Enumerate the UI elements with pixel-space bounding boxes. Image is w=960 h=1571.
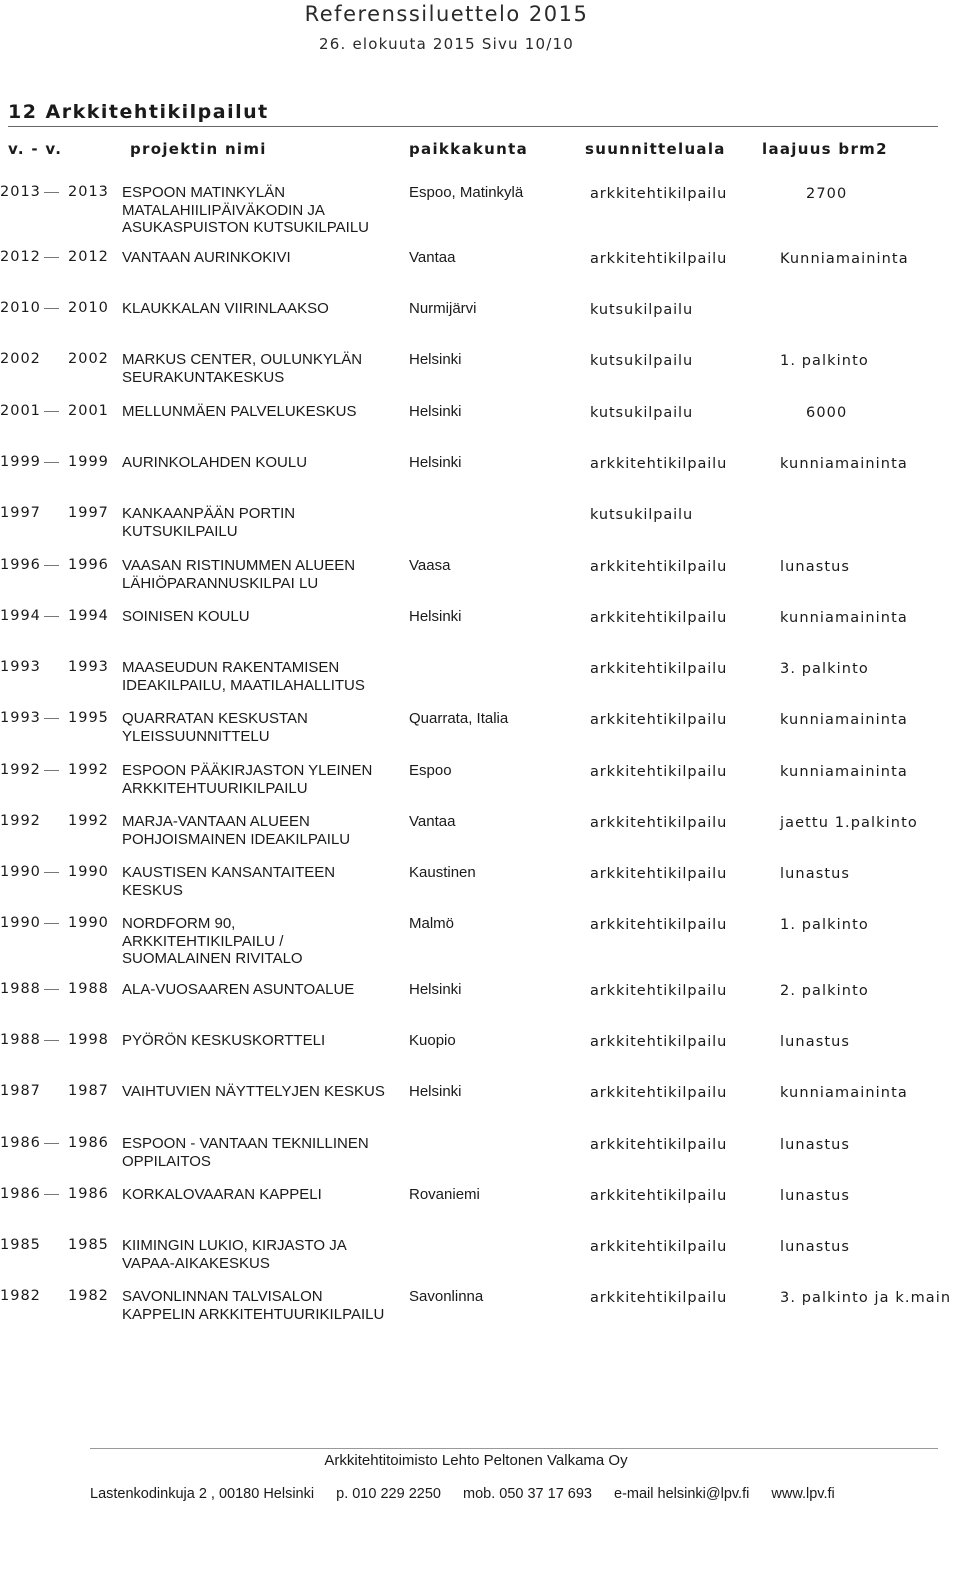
start-year: 1997 (0, 505, 41, 521)
footer-divider (90, 1448, 938, 1449)
project-name: KIIMINGIN LUKIO, KIRJASTO JA VAPAA-AIKAKESKUS (122, 1237, 347, 1272)
start-year: 1993 (0, 710, 41, 726)
design-field: arkkitehtikilpailu (590, 186, 728, 202)
end-year: 1985 (68, 1237, 109, 1253)
end-year: 2012 (68, 249, 109, 265)
project-location: Kaustinen (409, 864, 476, 881)
size-or-award: Kunniamaininta (780, 251, 909, 267)
design-field: arkkitehtikilpailu (590, 1239, 728, 1255)
size-or-award: lunastus (780, 1239, 851, 1255)
design-field: kutsukilpailu (590, 507, 694, 523)
start-year: 1990 (0, 915, 41, 931)
project-location: Savonlinna (409, 1288, 484, 1305)
footer-company-name: Arkkitehtitoimisto Lehto Peltonen Valkama Oy (324, 1452, 628, 1469)
project-location: Helsinki (409, 454, 462, 471)
project-location: Espoo (409, 762, 452, 779)
size-or-award: lunastus (780, 1188, 851, 1204)
start-year: 1992 (0, 813, 41, 829)
design-field: arkkitehtikilpailu (590, 1188, 728, 1204)
project-name: KAUSTISEN KANSANTAITEEN KESKUS (122, 864, 336, 899)
project-location: Malmö (409, 915, 455, 932)
size-or-award: 3. palkinto (780, 661, 869, 677)
design-field: arkkitehtikilpailu (590, 456, 728, 472)
year-range-dash (44, 308, 59, 309)
start-year: 1990 (0, 864, 41, 880)
end-year: 2010 (68, 300, 109, 316)
design-field: kutsukilpailu (590, 353, 694, 369)
design-field: arkkitehtikilpailu (590, 1290, 728, 1306)
end-year: 1987 (68, 1083, 109, 1099)
year-range-dash (44, 411, 59, 412)
project-name: KANKAANPÄÄN PORTIN KUTSUKILPAILU (122, 505, 296, 540)
design-field: arkkitehtikilpailu (590, 1137, 728, 1153)
end-year: 1992 (68, 813, 109, 829)
project-name: VAIHTUVIEN NÄYTTELYJEN KESKUS (122, 1083, 385, 1100)
column-header-place: paikkakunta (409, 140, 528, 158)
size-or-award: kunniamaininta (780, 1085, 908, 1101)
project-name: SAVONLINNAN TALVISALON KAPPELIN ARKKITEHTUURIKILPAILU (122, 1288, 385, 1323)
end-year: 1998 (68, 1032, 109, 1048)
document-date-page: 26. elokuuta 2015 Sivu 10/10 (319, 35, 574, 53)
project-name: ESPOON PÄÄKIRJASTON YLEINEN ARKKITEHTUURIKILPAILU (122, 762, 373, 797)
project-location: Rovaniemi (409, 1186, 480, 1203)
year-range-dash (44, 616, 59, 617)
start-year: 1988 (0, 1032, 41, 1048)
year-range-dash (44, 872, 59, 873)
project-name: KORKALOVAARAN KAPPELI (122, 1186, 322, 1203)
project-name: SOINISEN KOULU (122, 608, 250, 625)
project-location: Helsinki (409, 981, 462, 998)
year-range-dash (44, 718, 59, 719)
size-or-award: kunniamaininta (780, 764, 908, 780)
project-name: NORDFORM 90, ARKKITEHTIKILPAILU / SUOMALAINEN RIVITALO (122, 915, 303, 967)
year-range-dash (44, 1040, 59, 1041)
size-or-award: 2. palkinto (780, 983, 869, 999)
end-year: 1995 (68, 710, 109, 726)
project-location: Helsinki (409, 351, 462, 368)
start-year: 1982 (0, 1288, 41, 1304)
design-field: kutsukilpailu (590, 405, 694, 421)
project-name: VANTAAN AURINKOKIVI (122, 249, 291, 266)
end-year: 1996 (68, 557, 109, 573)
year-range-dash (44, 1143, 59, 1144)
year-range-dash (44, 923, 59, 924)
project-location: Helsinki (409, 403, 462, 420)
document-title: Referenssiluettelo 2015 (304, 2, 589, 26)
design-field: arkkitehtikilpailu (590, 917, 728, 933)
column-header-project: projektin nimi (130, 140, 267, 158)
project-name: MELLUNMÄEN PALVELUKESKUS (122, 403, 357, 420)
start-year: 1999 (0, 454, 41, 470)
start-year: 2001 (0, 403, 41, 419)
size-or-award: lunastus (780, 866, 851, 882)
end-year: 2013 (68, 184, 109, 200)
start-year: 1987 (0, 1083, 41, 1099)
design-field: arkkitehtikilpailu (590, 983, 728, 999)
design-field: arkkitehtikilpailu (590, 764, 728, 780)
end-year: 1988 (68, 981, 109, 997)
start-year: 1993 (0, 659, 41, 675)
project-name: ESPOON MATINKYLÄN MATALAHIILIPÄIVÄKODIN JA ASUKASPUISTON KUTSUKILPAILU (122, 184, 370, 236)
end-year: 1986 (68, 1186, 109, 1202)
size-or-award: 3. palkinto ja k.main (780, 1290, 952, 1306)
start-year: 2002 (0, 351, 41, 367)
end-year: 1990 (68, 864, 109, 880)
footer-mobile: mob. 050 37 17 693 (462, 1486, 592, 1502)
column-header-field: suunnitteluala (585, 140, 726, 158)
project-name: PYÖRÖN KESKUSKORTTELI (122, 1032, 326, 1049)
project-name: MAASEUDUN RAKENTAMISEN IDEAKILPAILU, MAATILAHALLITUS (122, 659, 365, 694)
footer-email: e-mail helsinki@lpv.fi (614, 1486, 750, 1502)
project-name: QUARRATAN KESKUSTAN YLEISSUUNNITTELU (122, 710, 308, 745)
end-year: 1986 (68, 1135, 109, 1151)
year-range-dash (44, 565, 59, 566)
column-header-size: laajuus brm2 (762, 140, 888, 158)
footer-contact-line (90, 1486, 853, 1502)
project-name: VAASAN RISTINUMMEN ALUEEN LÄHIÖPARANNUSKILPAI LU (122, 557, 356, 592)
design-field: arkkitehtikilpailu (590, 1034, 728, 1050)
start-year: 1994 (0, 608, 41, 624)
section-title: 12 Arkkitehtikilpailut (8, 101, 269, 123)
size-or-award: lunastus (780, 1034, 851, 1050)
size-or-award: lunastus (780, 559, 851, 575)
design-field: arkkitehtikilpailu (590, 251, 728, 267)
size-or-award: 1. palkinto (780, 917, 869, 933)
project-location: Helsinki (409, 1083, 462, 1100)
project-location: Quarrata, Italia (409, 710, 509, 727)
project-location: Kuopio (409, 1032, 456, 1049)
project-location: Vantaa (409, 813, 456, 830)
start-year: 2010 (0, 300, 41, 316)
footer-phone: p. 010 229 2250 (336, 1486, 441, 1502)
size-or-award: 2700 (806, 186, 848, 202)
end-year: 1993 (68, 659, 109, 675)
size-or-award: kunniamaininta (780, 610, 908, 626)
year-range-dash (44, 770, 59, 771)
start-year: 1985 (0, 1237, 41, 1253)
size-or-award: lunastus (780, 1137, 851, 1153)
end-year: 1990 (68, 915, 109, 931)
project-name: MARKUS CENTER, OULUNKYLÄN SEURAKUNTAKESKUS (122, 351, 363, 386)
end-year: 1992 (68, 762, 109, 778)
end-year: 2001 (68, 403, 109, 419)
size-or-award: jaettu 1.palkinto (780, 815, 918, 831)
design-field: arkkitehtikilpailu (590, 559, 728, 575)
project-location: Nurmijärvi (409, 300, 477, 317)
footer-web: www.lpv.fi (771, 1486, 835, 1502)
design-field: arkkitehtikilpailu (590, 1085, 728, 1101)
project-name: AURINKOLAHDEN KOULU (122, 454, 308, 471)
start-year: 1996 (0, 557, 41, 573)
design-field: arkkitehtikilpailu (590, 661, 728, 677)
design-field: arkkitehtikilpailu (590, 712, 728, 728)
project-name: ESPOON - VANTAAN TEKNILLINEN OPPILAITOS (122, 1135, 369, 1170)
design-field: kutsukilpailu (590, 302, 694, 318)
start-year: 1986 (0, 1186, 41, 1202)
year-range-dash (44, 257, 59, 258)
end-year: 1999 (68, 454, 109, 470)
year-range-dash (44, 989, 59, 990)
design-field: arkkitehtikilpailu (590, 866, 728, 882)
start-year: 1988 (0, 981, 41, 997)
year-range-dash (44, 462, 59, 463)
end-year: 1994 (68, 608, 109, 624)
project-name: ALA-VUOSAAREN ASUNTOALUE (122, 981, 355, 998)
footer-address: Lastenkodinkuja 2 , 00180 Helsinki (90, 1486, 315, 1502)
project-location: Espoo, Matinkylä (409, 184, 524, 201)
size-or-award: kunniamaininta (780, 712, 908, 728)
design-field: arkkitehtikilpailu (590, 815, 728, 831)
project-name: MARJA-VANTAAN ALUEEN POHJOISMAINEN IDEAKILPAILU (122, 813, 351, 848)
start-year: 2013 (0, 184, 41, 200)
start-year: 1992 (0, 762, 41, 778)
section-divider (8, 126, 938, 127)
column-header-years: v. - v. (8, 140, 63, 158)
year-range-dash (44, 1194, 59, 1195)
end-year: 1982 (68, 1288, 109, 1304)
project-name: KLAUKKALAN VIIRINLAAKSO (122, 300, 329, 317)
size-or-award: 6000 (806, 405, 848, 421)
design-field: arkkitehtikilpailu (590, 610, 728, 626)
project-location: Vaasa (409, 557, 451, 574)
start-year: 2012 (0, 249, 41, 265)
project-location: Helsinki (409, 608, 462, 625)
size-or-award: kunniamaininta (780, 456, 908, 472)
start-year: 1986 (0, 1135, 41, 1151)
year-range-dash (44, 192, 59, 193)
size-or-award: 1. palkinto (780, 353, 869, 369)
end-year: 2002 (68, 351, 109, 367)
end-year: 1997 (68, 505, 109, 521)
project-location: Vantaa (409, 249, 456, 266)
